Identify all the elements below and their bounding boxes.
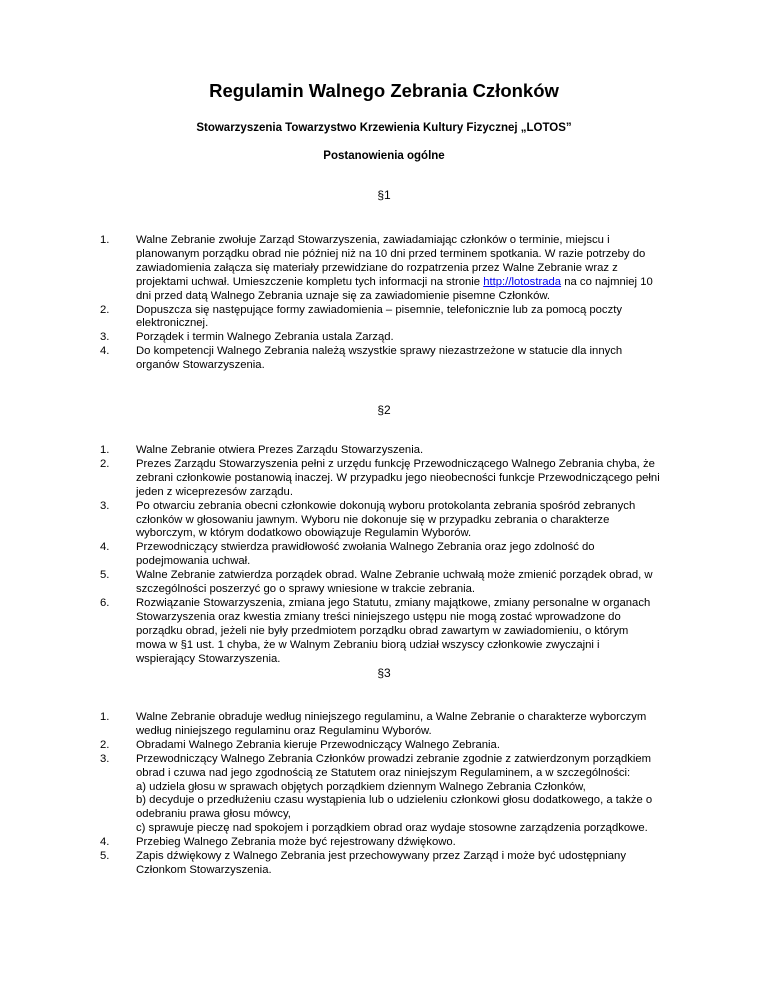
list-item xyxy=(100,569,660,597)
list-item xyxy=(100,850,660,878)
item-number: 1. xyxy=(100,711,110,723)
document-subtitle: Stowarzyszenia Towarzystwo Krzewienia Kultury Fizycznej „LOTOS” xyxy=(196,122,572,134)
list-item xyxy=(100,331,660,345)
item-text: Prezes Zarządu Stowarzyszenia pełni z urzędu funkcję Przewodniczącego Walnego Zebrania chyba, że zebrani członkowie postanowią inaczej. W przypadku jego nieobecności funkcje Przewodniczącego pełni jeden z wiceprezesów zarządu. xyxy=(136,457,660,498)
paragraph-mark-2: §2 xyxy=(377,403,391,417)
paragraph-mark-3: §3 xyxy=(377,666,391,680)
item-text: Do kompetencji Walnego Zebrania należą wszystkie sprawy niezastrzeżone w statucie dla innych organów Stowarzyszenia. xyxy=(136,345,623,372)
list-item xyxy=(100,836,660,850)
list-item xyxy=(100,444,660,458)
item-text: Zapis dźwiękowy z Walnego Zebrania jest przechowywany przez Zarząd i może być udostępniany Członkom Stowarzyszenia. xyxy=(136,850,626,876)
paragraph-mark-1: §1 xyxy=(377,188,391,202)
item-number: 5. xyxy=(100,850,110,863)
list-item xyxy=(100,345,660,373)
list-item xyxy=(100,597,660,667)
sub-item: b) decyduje o przedłużeniu czasu wystąpienia lub o udzieleniu członkowi głosu dodatkowego, a także o odebraniu prawa głosu mówcy, xyxy=(136,794,653,821)
list-item xyxy=(100,711,660,739)
item-number: 5. xyxy=(100,569,110,582)
sub-item: c) sprawuje pieczę nad spokojem i porządkiem obrad oraz wydaje stosowne zarządzenia porządkowe. xyxy=(136,822,648,835)
list-item xyxy=(100,304,660,332)
item-text: Przewodniczący Walnego Zebrania Członków prowadzi zebranie zgodnie z zatwierdzonym porządkiem obrad i czuwa nad jego zgodnością ze Statutem oraz niniejszym Regulaminem, a w szczególności: xyxy=(136,752,652,779)
item-number: 1. xyxy=(100,234,110,246)
item-number: 4. xyxy=(100,836,110,849)
list-item xyxy=(100,500,660,542)
item-text: na co najmniej 10 dni przed datą Walnego Zebrania uznaje się za zawiadomienie pisemne Członków. xyxy=(136,275,653,302)
item-number: 6. xyxy=(100,596,110,609)
list-item xyxy=(100,541,660,569)
section-3-list xyxy=(100,711,660,878)
item-number: 2. xyxy=(100,303,110,316)
item-number: 4. xyxy=(100,345,110,358)
list-item xyxy=(100,739,660,753)
item-number: 2. xyxy=(100,457,110,470)
item-text: Obradami Walnego Zebrania kieruje Przewodniczący Walnego Zebrania. xyxy=(136,738,500,751)
item-text: Rozwiązanie Stowarzyszenia, zmiana jego Statutu, zmiany majątkowe, zmiany personalne w organach Stowarzyszenia oraz kwestia zmiany treści niniejszego ustępu nie mogą zostać wprowadzone do porządku obrad, jeżeli nie były przedmiotem porządku obrad zawartym w zawiadomieniu, o którym mowa w §1 ust. 1 chyba, że w Walnym Zebraniu biorą udział wszyscy członkowie zwyczajni i wspierający Stowarzyszenia. xyxy=(136,596,651,665)
item-number: 3. xyxy=(100,752,110,765)
item-text: Walne Zebranie otwiera Prezes Zarządu Stowarzyszenia. xyxy=(136,444,424,456)
item-text: Po otwarciu zebrania obecni członkowie dokonują wyboru protokolanta zebrania spośród zebranych członków w głosowaniu jawnym. Wyboru nie dokonuje się w przypadku zebrania o charakterze wyborczym, w którym dodatkowo obowiązuje Regulamin Wyborów. xyxy=(136,499,636,540)
item-text: Walne Zebranie zatwierdza porządek obrad. Walne Zebranie uchwałą może zmienić porządek obrad, w szczególności poszerzyć go o sprawy wniesione w trakcie zebrania. xyxy=(136,569,653,596)
lotostrada-link[interactable]: http://lotostrada xyxy=(483,275,562,288)
item-number: 2. xyxy=(100,738,110,751)
item-text: Przebieg Walnego Zebrania może być rejestrowany dźwiękowo. xyxy=(136,836,456,849)
list-item xyxy=(100,458,660,500)
item-text: Dopuszcza się następujące formy zawiadomienia – pisemnie, telefonicznie lub za pomocą poczty elektronicznej. xyxy=(136,303,623,330)
item-number: 1. xyxy=(100,444,110,456)
item-number: 4. xyxy=(100,541,110,554)
section-1-list xyxy=(100,234,660,373)
section-2-list xyxy=(100,444,660,667)
item-number: 3. xyxy=(100,331,110,344)
item-text: Przewodniczący stwierdza prawidłowość zwołania Walnego Zebrania oraz jego zdolność do podejmowania uchwał. xyxy=(136,541,595,568)
item-text: Walne Zebranie obraduje według niniejszego regulaminu, a Walne Zebranie o charakterze wyborczym według niniejszego regulaminu oraz Regulaminu Wyborów. xyxy=(136,711,647,737)
sub-item: a) udziela głosu w sprawach objętych porządkiem dziennym Walnego Zebrania Członków, xyxy=(136,780,586,793)
section-heading: Postanowienia ogólne xyxy=(323,150,445,162)
document-title: Regulamin Walnego Zebrania Członków xyxy=(209,80,559,101)
item-number: 3. xyxy=(100,499,110,512)
list-item xyxy=(100,753,660,836)
item-text: Porządek i termin Walnego Zebrania ustala Zarząd. xyxy=(136,331,394,344)
list-item xyxy=(100,234,660,304)
item-text: Walne Zebranie zwołuje Zarząd Stowarzyszenia, zawiadamiając członków o terminie, miejscu i planowanym porządku obrad nie później niż na 10 dni przed terminem spotkania. W razie potrzeby do zawiadomienia załącza się materiały przewidziane do rozpatrzenia przez Walne Zebranie wraz z projektami uchwał. Umieszczenie kompletu tych informacji na stronie xyxy=(136,234,646,288)
